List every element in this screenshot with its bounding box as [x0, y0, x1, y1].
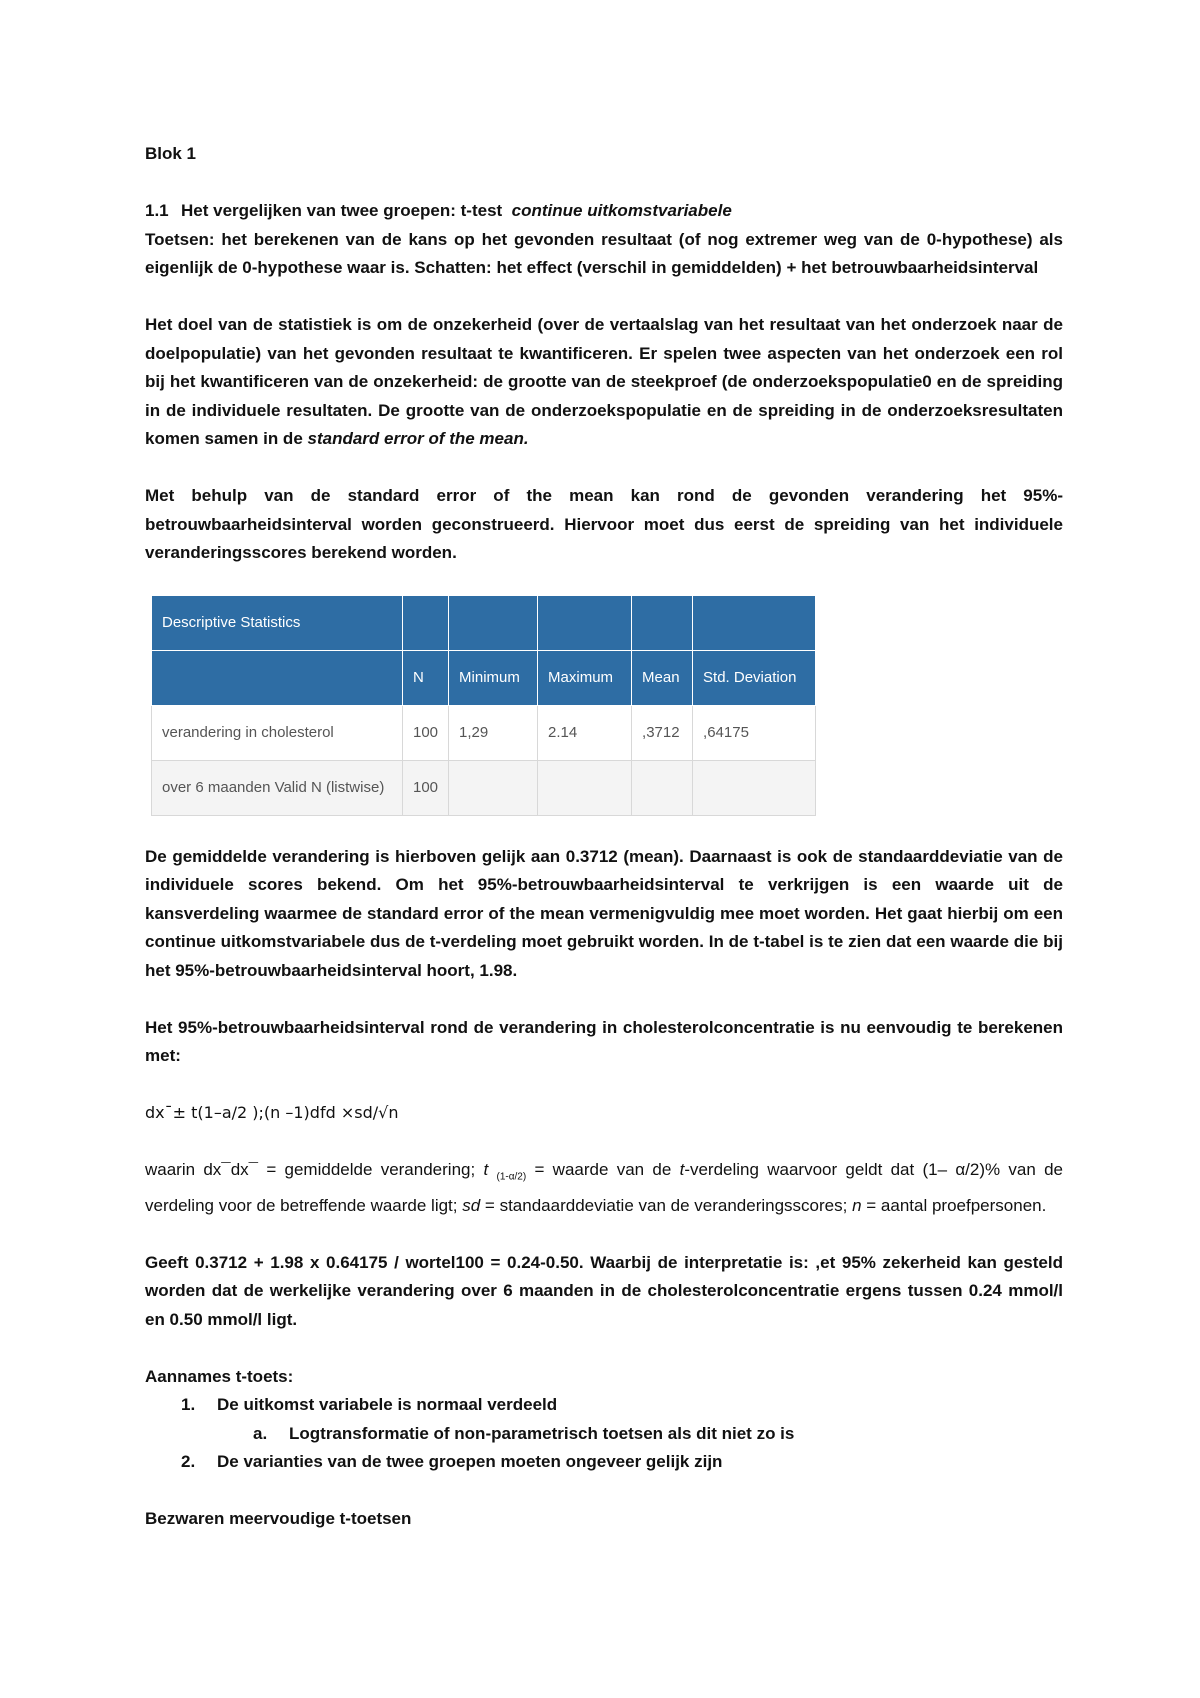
header-n: N [403, 650, 449, 705]
list-marker: 1. [181, 1395, 196, 1415]
table-row [152, 760, 816, 815]
section-number: 1.1 [145, 201, 169, 220]
list-item [145, 1420, 1063, 1449]
header-std-deviation: Std. Deviation [693, 650, 816, 705]
paragraph-sem: Met behulp van de standard error of the mean kan rond de gevonden verandering het 95%-betrouwbaarheidsinterval worden geconstrueerd. Hiervoor moet dus eerst de spreiding van het individuele veranderingsscores berekend worden. [145, 486, 1063, 562]
waarin-part1: waarin dx¯dx¯ = gemiddelde verandering; [145, 1160, 484, 1179]
waarin-part4: = standaarddeviatie van de veranderingsscores; [480, 1195, 853, 1215]
table-row [152, 705, 816, 760]
paragraph-doel-italic: standard error of the mean. [307, 429, 529, 448]
list-marker: a. [253, 1423, 268, 1443]
list-item-text: De uitkomst variabele is normaal verdeeld [217, 1395, 558, 1415]
bezwaren-title: Bezwaren meervoudige t-toetsen [145, 1509, 412, 1529]
cell-n: 100 [403, 705, 449, 760]
paragraph-geeft: Geeft 0.3712 + 1.98 x 0.64175 / wortel100 = 0.24-0.50. Waarbij de interpretatie is: ,et 95% zekerheid kan gesteld worden dat de werkelijke verandering over 6 maanden in de cholesterolconcentratie ergens tussen 0.24 mmol/l en 0.50 mmol/l ligt. [145, 1252, 1063, 1329]
row-label: verandering in cholesterol [152, 705, 403, 760]
list-item-text: Logtransformatie of non-parametrisch toetsen als dit niet zo is [289, 1423, 795, 1443]
table-title: Descriptive Statistics [152, 595, 403, 650]
paragraph-doel [145, 311, 1063, 454]
waarin-part2: = waarde van de [526, 1160, 680, 1179]
waarin-n-italic: n [852, 1195, 862, 1215]
header-mean: Mean [632, 650, 693, 705]
waarin-t-sub: (1-α/2) [496, 1171, 527, 1183]
cell-maximum: 2.14 [538, 705, 632, 760]
row-label: over 6 maanden Valid N (listwise) [152, 760, 403, 815]
document-page [145, 140, 1063, 1534]
header-maximum: Maximum [538, 650, 632, 705]
waarin-part3: -verdeling waarvoor geldt dat (1– α/2)% van de verdeling voor de betreffende waarde ligt; [145, 1160, 1063, 1215]
section-heading [145, 197, 1063, 226]
cell-std-deviation: ,64175 [693, 705, 816, 760]
header-minimum: Minimum [449, 650, 538, 705]
section-title: Het vergelijken van twee groepen: t-test [181, 201, 503, 220]
paragraph-waarin [145, 1156, 1063, 1220]
list-item [145, 1448, 1063, 1477]
cell-mean: ,3712 [632, 705, 693, 760]
waarin-part5: = aantal proefpersonen. [861, 1195, 1047, 1215]
cell-minimum: 1,29 [449, 705, 538, 760]
waarin-t-italic: t [679, 1160, 685, 1179]
cell-n: 100 [403, 760, 449, 815]
list-item [145, 1391, 1063, 1420]
paragraph-bi: Het 95%-betrouwbaarheidsinterval rond de verandering in cholesterolconcentratie is nu eenvoudig te berekenen met: [145, 1017, 1063, 1065]
waarin-t-symbol: t [483, 1160, 489, 1179]
list-marker: 2. [181, 1452, 196, 1472]
formula: dx¯± t(1–a/2 );(n –1)dfd ×sd/√n [145, 1103, 399, 1122]
aannames-title: Aannames t-toets: [145, 1366, 294, 1386]
paragraph-mean: De gemiddelde verandering is hierboven gelijk aan 0.3712 (mean). Daarnaast is ook de standaarddeviatie van de individuele scores bekend. Om het 95%-betrouwbaarheidsinterval te verkrijgen is een waarde uit de kansverdeling waarmee de standard error of the mean vermenigvuldig mee moet worden. Het gaat hierbij om een continue uitkomstvariabele dus de t-verdeling moet gebruikt worden. In de t-tabel is te zien dat een waarde die bij het 95%-betrouwbaarheidsinterval hoort, 1.98. [145, 846, 1063, 980]
descriptive-statistics-table [151, 595, 1063, 816]
section-intro: Toetsen: het berekenen van de kans op het gevonden resultaat (of nog extremer weg van de 0-hypothese) als eigenlijk de 0-hypothese waar is. Schatten: het effect (verschil in gemiddelden) + het betrouwbaarheidsinterval [145, 229, 1063, 277]
aannames-list [145, 1391, 1063, 1477]
section-title-italic: continue uitkomstvariabele [511, 201, 732, 220]
blok-title: Blok 1 [145, 144, 197, 163]
paragraph-doel-text: Het doel van de statistiek is om de onzekerheid (over de vertaalslag van het resultaat van het onderzoek naar de doelpopulatie) van het gevonden resultaat te kwantificeren. Er spelen twee aspecten van het onderzoek een rol bij het kwantificeren van de onzekerheid: de grootte van de steekproef (de onderzoekspopulatie0 en de spreiding in de individuele resultaten. De grootte van de onderzoekspopulatie en de spreiding in de onderzoeksresultaten komen samen in de [145, 315, 1063, 448]
list-item-text: De varianties van de twee groepen moeten ongeveer gelijk zijn [217, 1452, 723, 1472]
waarin-sd-italic: sd [462, 1195, 481, 1215]
